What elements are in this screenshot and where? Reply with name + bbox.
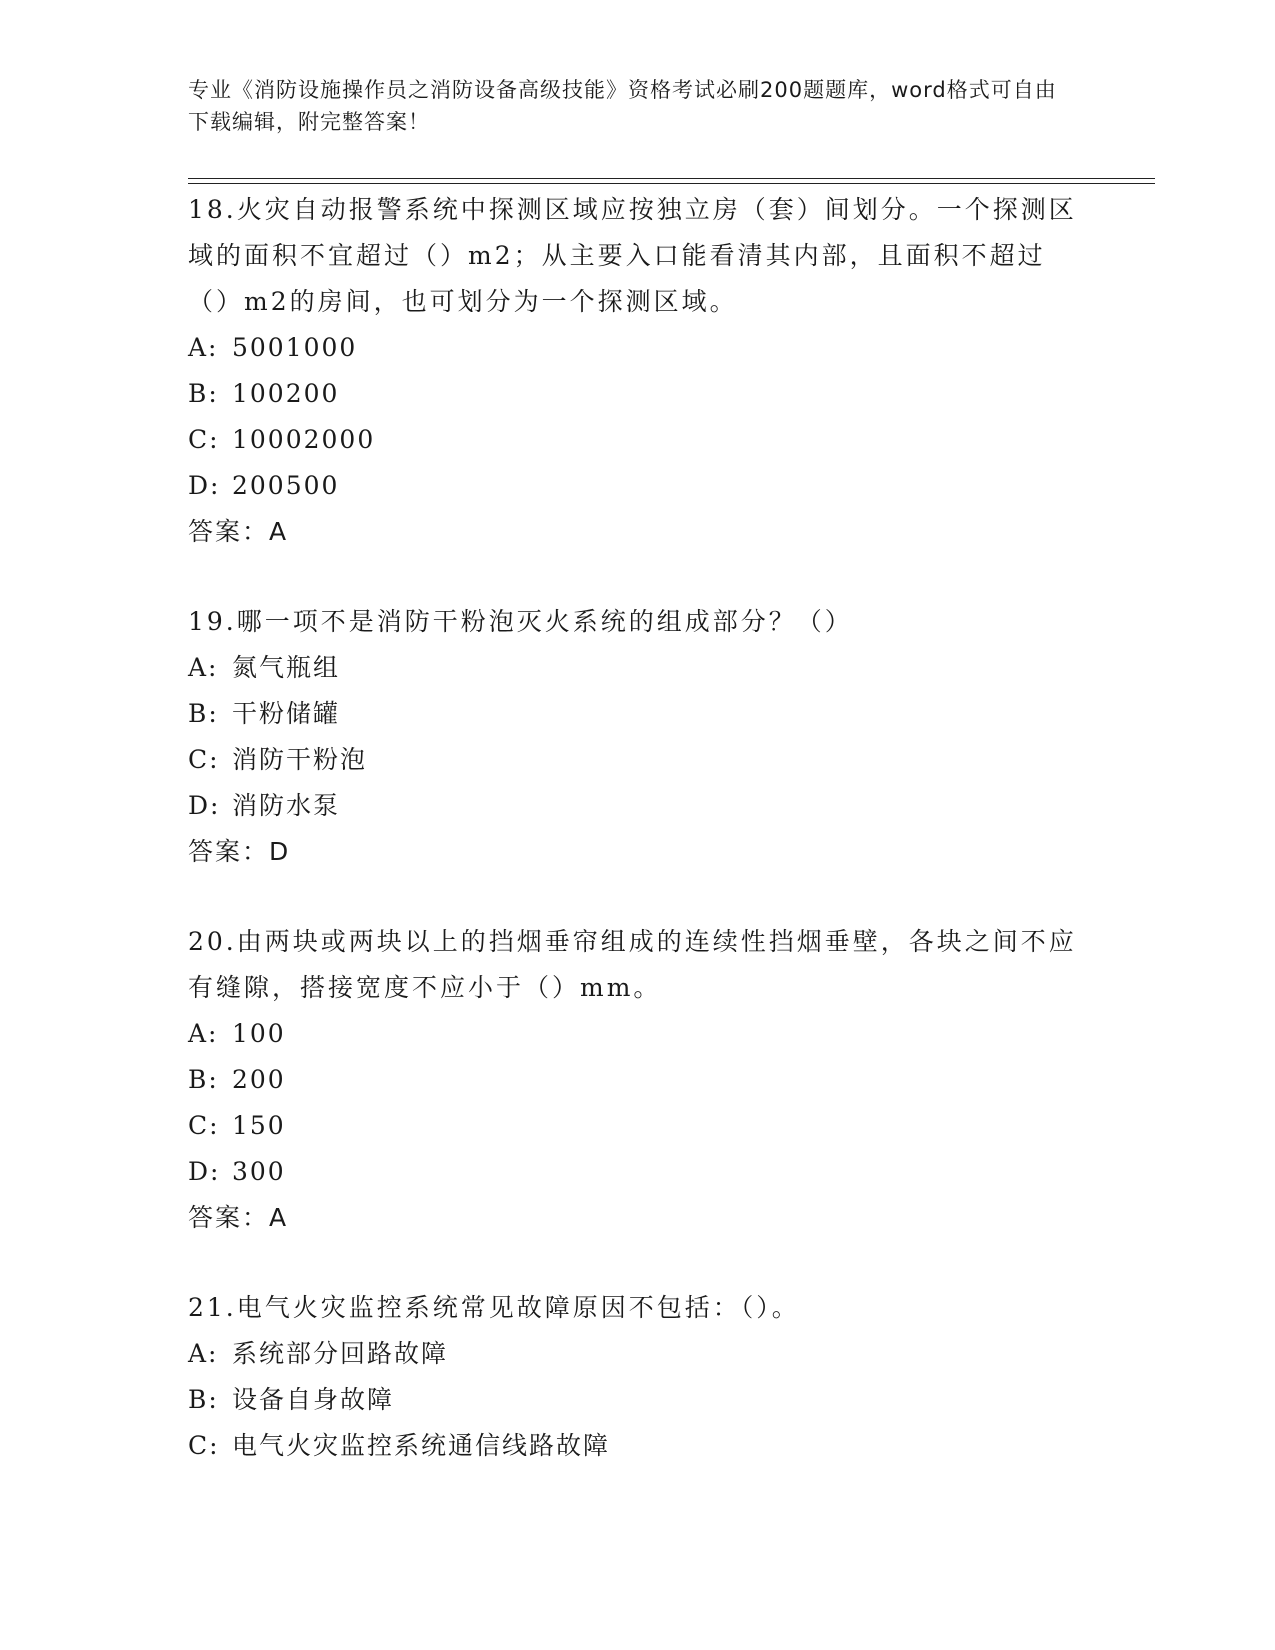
option-value: 200500 bbox=[232, 471, 340, 500]
option-key: A: bbox=[188, 653, 219, 682]
option-value: 150 bbox=[232, 1111, 286, 1140]
option-d bbox=[188, 783, 1088, 829]
option-key: A: bbox=[188, 1339, 219, 1368]
option-key: C: bbox=[188, 1111, 220, 1140]
option-c bbox=[188, 1423, 1088, 1469]
question-20 bbox=[188, 919, 1088, 1241]
option-d bbox=[188, 463, 1088, 509]
answer-line: 答案：A bbox=[188, 1203, 289, 1232]
option-value: 300 bbox=[232, 1157, 286, 1186]
option-b bbox=[188, 691, 1088, 737]
option-value: 干粉储罐 bbox=[232, 699, 341, 728]
option-key: A: bbox=[188, 1019, 219, 1048]
question-18 bbox=[188, 187, 1088, 555]
option-value: 电气火灾监控系统通信线路故障 bbox=[232, 1431, 611, 1460]
option-value: 100200 bbox=[232, 379, 340, 408]
option-key: B: bbox=[188, 379, 219, 408]
option-key: D: bbox=[188, 471, 221, 500]
option-key: B: bbox=[188, 1385, 219, 1414]
option-value: 5001000 bbox=[232, 333, 358, 362]
option-c bbox=[188, 417, 1088, 463]
question-text: 18.火灾自动报警系统中探测区域应按独立房（套）间划分。一个探测区域的面积不宜超过（）m2；从主要入口能看清其内部，且面积不超过（）m2的房间，也可划分为一个探测区域。 bbox=[188, 195, 1077, 316]
option-value: 系统部分回路故障 bbox=[232, 1339, 449, 1368]
option-value: 设备自身故障 bbox=[232, 1385, 395, 1414]
option-c bbox=[188, 1103, 1088, 1149]
option-key: C: bbox=[188, 425, 220, 454]
option-key: B: bbox=[188, 699, 219, 728]
option-value: 氮气瓶组 bbox=[232, 653, 341, 682]
option-a bbox=[188, 645, 1088, 691]
question-list bbox=[188, 187, 1088, 1513]
option-b bbox=[188, 371, 1088, 417]
option-value: 消防干粉泡 bbox=[232, 745, 368, 774]
option-b bbox=[188, 1377, 1088, 1423]
question-text: 21.电气火灾监控系统常见故障原因不包括：（）。 bbox=[188, 1293, 800, 1322]
option-a bbox=[188, 325, 1088, 371]
option-key: A: bbox=[188, 333, 219, 362]
option-value: 消防水泵 bbox=[232, 791, 341, 820]
document-header: 专业《消防设施操作员之消防设备高级技能》资格考试必刷200题题库，word格式可自由下载编辑，附完整答案！ bbox=[188, 78, 1057, 134]
header-divider-bottom bbox=[188, 183, 1155, 184]
option-key: C: bbox=[188, 1431, 220, 1460]
option-a bbox=[188, 1331, 1088, 1377]
option-key: D: bbox=[188, 1157, 221, 1186]
question-text: 19.哪一项不是消防干粉泡灭火系统的组成部分？（） bbox=[188, 607, 853, 636]
option-b bbox=[188, 1057, 1088, 1103]
question-text: 20.由两块或两块以上的挡烟垂帘组成的连续性挡烟垂壁，各块之间不应有缝隙，搭接宽度不应小于（）mm。 bbox=[188, 927, 1077, 1002]
option-c bbox=[188, 737, 1088, 783]
question-21 bbox=[188, 1285, 1088, 1469]
option-d bbox=[188, 1149, 1088, 1195]
option-key: D: bbox=[188, 791, 221, 820]
option-value: 200 bbox=[232, 1065, 286, 1094]
option-key: C: bbox=[188, 745, 220, 774]
option-value: 100 bbox=[232, 1019, 286, 1048]
option-value: 10002000 bbox=[232, 425, 376, 454]
header-divider-top bbox=[188, 178, 1155, 179]
question-19 bbox=[188, 599, 1088, 875]
option-a bbox=[188, 1011, 1088, 1057]
answer-line: 答案：A bbox=[188, 517, 289, 546]
option-key: B: bbox=[188, 1065, 219, 1094]
answer-line: 答案：D bbox=[188, 837, 291, 866]
